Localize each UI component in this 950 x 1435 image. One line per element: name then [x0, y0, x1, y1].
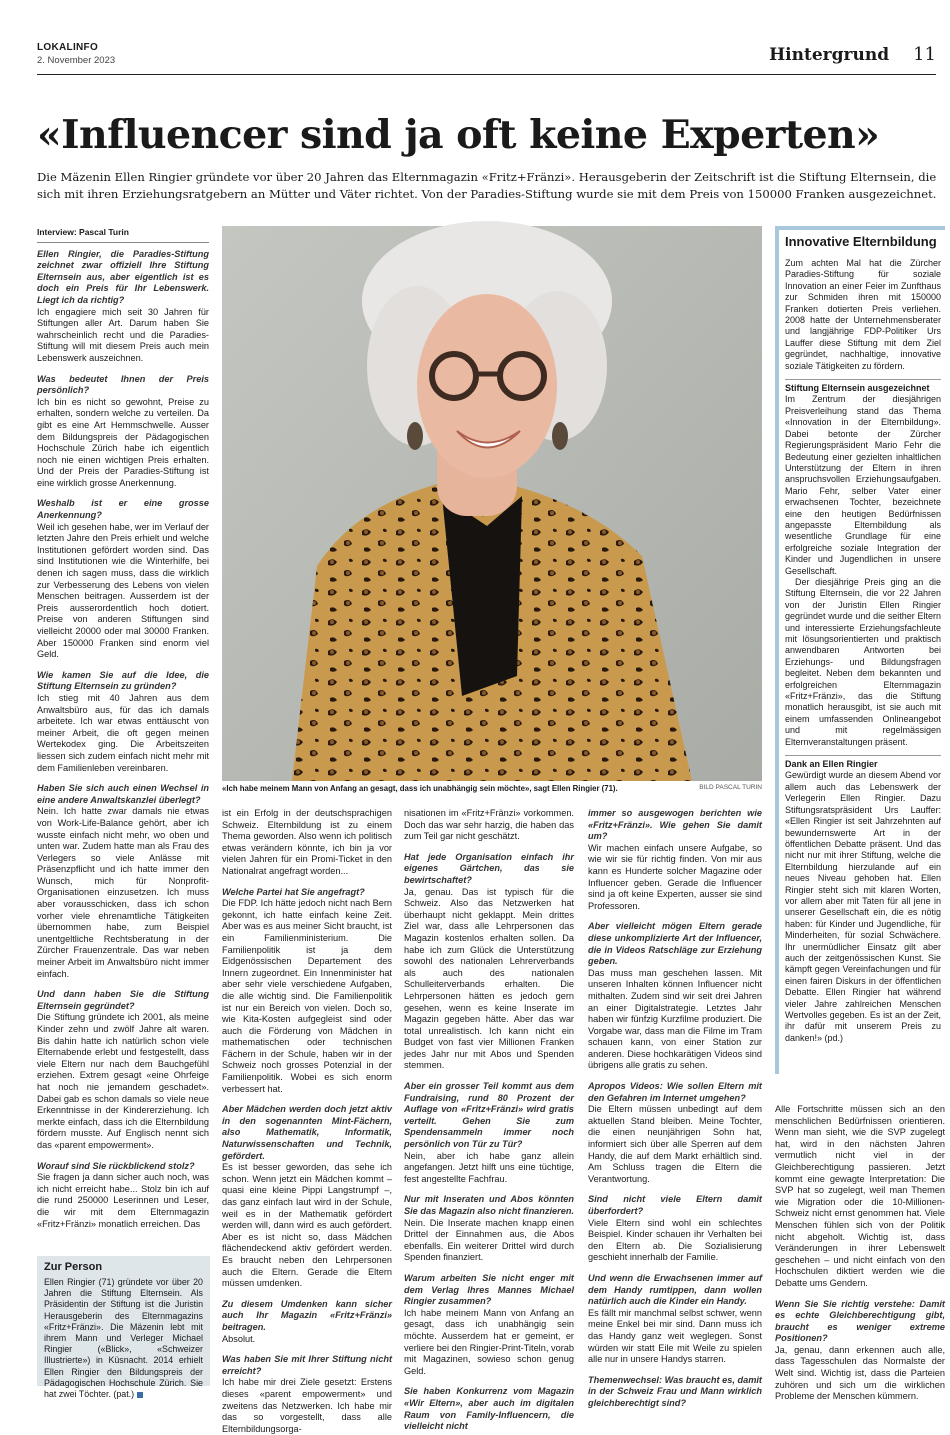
interview-answer: Nein, aber ich habe ganz allein angefangen. Jetzt hilft uns eine tüchtige, fest angestellte Fachfrau.	[404, 1150, 574, 1184]
person-box-body	[44, 1277, 203, 1400]
person-bio: Ellen Ringier (71) gründete vor über 20 Jahren die Stiftung Elternsein. Als Präsidentin der Stiftung ist die Juristin Herausgeberin des Elternmagazins «Fritz+Fränzi». Die Mäzenin lebt mit ihrem Mann und Verleger Michael Ringier («Blick», «Schweizer Illustrierte») in Küsnacht. 2014 erhielt Ellen Ringier den Bildungspreis der Pädagogischen Hochschule Zürich. Sie hat zwei Töchter. (pat.)	[44, 1277, 203, 1400]
header-rule	[37, 74, 936, 75]
text-column-1	[37, 227, 209, 1230]
interview-answer: Alle Fortschritte müssen sich an den menschlichen Bedürfnissen orientieren. Wenn man sieht, wie die SVP zugelegt hat, wird in den nächsten Jahren vermutlich nicht viel in der Gleichberechtigung passieren. Jetzt kommt eine gewagte Interpretation: Die SVP hat so zugelegt, weil man Themen wie Migration oder die 10-Millionen-Schweiz nicht ernst genommen hat. Viele Menschen fühlen sich von der Politik nicht abgeholt. Wichtig ist, dass Veränderungen in ihrer Lebenswelt geschehen – und nicht einfach von den Hochschulen diktiert werden wie die Debatte ums Gendern.	[775, 1104, 945, 1288]
interview-answer: Es ist besser geworden, das sehe ich schon. Wenn jetzt ein Mädchen kommt – quasi eine kleine Pippi Langstrumpf –, das ganz einfach laut wird in der Schule, weil es in der Mathematik gefördert werden will, dann wird es auch gefördert. Aber es ist nicht so, dass Mädchen flächendeckend aktiv gefördert werden. Es braucht neben den Lehrpersonen auch die Eltern. Gerade die Eltern müssen umdenken.	[222, 1162, 392, 1289]
interview-answer: ist ein Erfolg in der deutschsprachigen Schweiz. Elternbildung ist zu einem Thema geworden. Also wenn ich politisch etwas verändern könnte, ich bin ja vor vielen Jahren für ein Promi-Ticket in den Nationalrat angefragt worden...	[222, 808, 392, 876]
interview-question: Sie haben Konkurrenz vom Magazin «Wir Eltern», aber auch im digitalen Raum von Family-Influencern, die vielleicht nicht	[404, 1386, 574, 1432]
photo-credit: BILD PASCAL TURIN	[699, 784, 762, 791]
interview-answer: Viele Eltern sind wohl ein schlechtes Beispiel. Kinder schauen ihr Verhalten bei den Eltern ab. Die Sozialisierung geschieht innerhalb der Familie.	[588, 1217, 762, 1263]
interview-question: Wenn Sie Sie richtig verstehe: Damit es echte Gleichberechtigung gibt, braucht es weniger extreme Positionen?	[775, 1298, 945, 1344]
text-column-3	[404, 808, 574, 1433]
interview-credit: Interview: Pascal Turin	[37, 227, 209, 243]
text-column-5	[775, 1104, 945, 1403]
text-column-2	[222, 808, 392, 1435]
article-headline: «Influencer sind ja oft keine Experten»	[37, 112, 880, 158]
interview-answer: Es fällt mir manchmal selbst schwer, wenn meine Enkel bei mir sind. Dann muss ich das Handy ganz weit weglegen. Sonst würden wir statt Eile mit Weile zu spielen alle nur in unsere Handys starren.	[588, 1307, 762, 1365]
interview-question: Was bedeutet Ihnen der Preis persönlich?	[37, 373, 209, 396]
interview-question: Apropos Videos: Wie sollen Eltern mit den Gefahren im Internet umgehen?	[588, 1081, 762, 1103]
portrait-photo	[222, 226, 762, 781]
interview-question: Was haben Sie mit Ihrer Stiftung nicht erreicht?	[222, 1354, 392, 1376]
interview-answer: nisationen im «Fritz+Fränzi» vorkommen. Doch das war sehr harzig, die haben das zum Teil gar nicht geschätzt.	[404, 808, 574, 842]
interview-answer: Nein. Ich hatte zwar damals nie etwas von Work-Life-Balance gehört, aber ich wusste einfach nicht mehr, wo oben und unten war. Zudem hatte man als Frau des Verlegers so viele Anlässe mit Präsenzpflicht und ich hatte immer den Wunsch, mich für Nonprofit-Organisationen einzusetzen. Ich muss aber vorausschicken, dass ich schon vorher viele ehrenamtliche Tätigkeiten übernommen habe, zum Beispiel unentgeltliche Rechtsberatung in der Zürcher Frauenzentrale. Das war neben meiner Arbeit im Anwaltsbüro nicht immer einfach.	[37, 806, 209, 979]
interview-answer: Die Stiftung gründete ich 2001, als meine Kinder zehn und zwölf Jahre alt waren. Bis dahin hatte ich natürlich schon viele Elternabende erlebt und festgestellt, dass viele Eltern nur nach dem Bauchgefühl erziehen. Extrem gesagt «eine Ohrfeige hat noch nie jemandem geschadet». Dabei gab es schon damals so viele neue Erkenntnisse in der Kindererziehung. Ich merkte einfach, dass ich die Elternbildung fördern musste. Auf Englisch nennt sich das «parent empowerment».	[37, 1012, 209, 1150]
interview-answer: Nein. Die Inserate machen knapp einen Drittel der Einnahmen aus, die Abos ebenfalls. Ein weiterer Drittel wird durch Spenden finanziert.	[404, 1217, 574, 1263]
interview-answer: Ich habe mir drei Ziele gesetzt: Erstens dieses «parent empowerment» und zweitens das Netzwerken. Ich habe mir das so vorgestellt, dass alle Elternbildungsorga-	[222, 1377, 392, 1434]
interview-answer: Die Eltern müssen unbedingt auf dem aktuellen Stand bleiben. Meine Tochter, die einen neunjährigen Sohn hat, informiert sich über alle Sperren auf dem Handy, die auf dem Markt erhältlich sind. Am Schluss tragen die Eltern die Verantwortung.	[588, 1104, 762, 1184]
masthead	[37, 42, 115, 66]
info-box	[775, 226, 945, 1074]
interview-question: Worauf sind Sie rückblickend stolz?	[37, 1160, 195, 1171]
interview-question: Wie kamen Sie auf die Idee, die Stiftung Elternsein zu gründen?	[37, 669, 209, 692]
portrait-illustration	[222, 226, 762, 781]
interview-question: Haben Sie sich auch einen Wechsel in eine andere Anwaltskanzlei überlegt?	[37, 783, 209, 805]
end-mark-icon	[137, 1392, 143, 1398]
interview-question: Sind nicht viele Eltern damit überfordert?	[588, 1194, 762, 1216]
info-box-body	[785, 258, 941, 1044]
interview-question: Hat jede Organisation einfach ihr eigenes Gärtchen, das sie bewirtschaftet?	[404, 851, 574, 885]
text-column-4	[588, 808, 762, 1410]
interview-question: Warum arbeiten Sie nicht enger mit dem Verlag Ihres Mannes Michael Ringier zusammen?	[404, 1272, 574, 1307]
interview-answer: Wir machen einfach unsere Aufgabe, so wie wir sie für richtig finden. Von mir aus kann es Hunderte solcher Magazine oder Influencer geben. Gerade die Influencer sind ja oft keine Experten, ausser sie sind Professoren.	[588, 842, 762, 911]
interview-answer: Ja, genau. Das ist typisch für die Schweiz. Also das Netzwerken hat überhaupt nicht geklappt. Mein drittes Ziel war, dass alle Lehrpersonen das Magazin kostenlos erhalten sollen. Da habe ich zum Glück die Unterstützung sowohl des nationalen Lehrerverbands als auch des nationalen Schulleiterverbands erhalten. Die Lehrpersonen hätten es jedoch gern gesehen, wenn es keine Inserate im Magazin gegeben hätte. Aber das war total unrealistisch. Ich kann nicht ein Budget von fast vier Millionen Franken jedes Jahr nur mit Abos und Spenden stemmen.	[404, 886, 574, 1071]
info-paragraph: Der diesjährige Preis ging an die Stiftung Elternsein, die vor 22 Jahren von der Juristin Ellen Ringier gegründet wurde und die seither Eltern und interessierte Erziehungsfachleute mit lösungsorientierten und praktisch anwendbaren Antworten bei Erziehungs- und Bildungsfragen begleitet. Neben dem bekannten und erfolgreichen Elternmagazin «Fritz+Fränzi», das die Stiftung monatlich herausgibt, ist sie auch mit einem umfassenden Onlineangebot und mit regelmässigen Elternveranstaltungen präsent.	[785, 576, 941, 747]
interview-question: Und wenn die Erwachsenen immer auf dem Handy rumtippen, dann wollen natürlich auch die Kinder ein Handy.	[588, 1272, 762, 1307]
info-subheading: Stiftung Elternsein ausgezeichnet	[785, 379, 941, 394]
info-subheading: Dank an Ellen Ringier	[785, 755, 941, 770]
page-number: 11	[913, 44, 936, 65]
info-paragraph: Gewürdigt wurde an diesem Abend vor allem auch das Lebenswerk der Verlegerin Ellen Ringier. Dazu Stiftungsratspräsident Urs Lauffer: «Ellen Ringier ist seit Jahrzehnten auf bewundernswerte Art in der öffentlichen Debatte präsent. Und das nicht nur mit ihrer Stiftung, welche die Elternbildung hierzulande auf ein neues Niveau gehoben hat. Ellen Ringier steht sich mit klaren Worten, vor allem aber mit Taten für all jene in unserer Gesellschaft ein, die es nötig haben: für Kinder und Jugendliche, für Minderheiten, für sozial Schwächere. Ihr unermüdlicher Einsatz gilt aber auch der zeitgenössischen Kunst. Sie kämpft gegen Vereinfachungen und für einen fairen Diskurs in der öffentlichen Debatte. Ellen Ringier hat während vieler Jahre zahlreichen Menschen Wertvolles gegeben. Es ist an der Zeit, ihr dafür mit unserem Preis zu danken!» (pd.)	[785, 770, 941, 1043]
interview-question: immer so ausgewogen berichten wie «Fritz+Fränzi». Wie gehen Sie damit um?	[588, 808, 762, 842]
interview-question: Nur mit Inseraten und Abos könnten Sie das Magazin also nicht finanzieren.	[404, 1194, 575, 1216]
interview-question: Aber vielleicht mögen Eltern gerade diese unkomplizierte Art der Influencer, die in Videos Ratschläge zur Erziehung geben.	[588, 921, 762, 967]
interview-question: Weshalb ist er eine grosse Anerkennung?	[37, 498, 209, 521]
rubric-label: Hintergrund	[769, 45, 890, 65]
interview-answer: Weil ich gesehen habe, wer im Verlauf der letzten Jahre den Preis erhielt und welche Institutionen gefördert worden sind. Das sind Institutionen wie die Winterhilfe, bei denen ich sagen muss, dass die wirklich zur Verbesserung des Lebens von vielen Menschen beitragen. Ausserdem ist der Preis ausserordentlich hoch dotiert. Preise von anderen Stiftungen sind vielleicht 20000 oder mal 30000 Franken. Aber 150000 Franken sind enorm viel Geld.	[37, 521, 209, 660]
page-header-right	[769, 44, 936, 65]
interview-answer: Ich bin es nicht so gewohnt, Preise zu erhalten, sondern welche zu verteilen. Da gibt es eine Art Hemmschwelle. Ausser dem Bildungspreis der Pädagogischen Hochschule Zürich habe ich eigentlich noch nie einen wichtigen Preis erhalten. Und der Preis der Paradies-Stiftung ist eine wirklich grosse Anerkennung.	[37, 396, 209, 488]
interview-answer: Sie fragen ja dann sicher auch noch, was ich nicht erreicht habe... Stolz bin ich auf die rund 250000 Leserinnen und Leser, die wir mit dem Elternmagazin «Fritz+Fränzi» monatlich erreichen. Das	[37, 1172, 209, 1229]
interview-question: Zu diesem Umdenken kann sicher auch Ihr Magazin «Fritz+Fränzi» beitragen.	[222, 1298, 392, 1332]
info-box-title: Innovative Elternbildung	[785, 234, 937, 249]
interview-answer: Die FDP. Ich hätte jedoch nicht nach Bern gekonnt, ich hatte einfach keine Zeit. Aber was es aus meiner Sicht braucht, ist ein Familienministerium. Die Familienpolitik ist ja dem Eidgenössischen Departement des Innern zugeordnet. Ein Innenminister hat aber sehr viele verschiedene Aufgaben, die alle wichtig sind. Die Familienpolitik ist nur ein Bereich von vielen. Doch so, wie Kita-Kosten aufgegleist sind oder auch die Förderung von Mädchen in mathematischen oder technischen Fächern in der Schule, haben wir in der Schweiz noch grosses Potenzial in der Familienpolitik. Wobei es sich enorm verbessert hat.	[222, 898, 392, 1094]
issue-date: 2. November 2023	[37, 55, 116, 66]
interview-question: Und dann haben Sie die Stiftung Elternsein gegründet?	[37, 989, 209, 1011]
interview-answer: Ja, genau, dann erkennen auch alle, dass Tagesschulen das Normalste der Welt sind. Wichtig ist, dass die Parteien zuhören und sich um die wirklichen Probleme der Menschen kümmern.	[775, 1344, 945, 1402]
interview-question: Themenwechsel: Was braucht es, damit in der Schweiz Frau und Mann wirklich gleichberechtigt sind?	[588, 1374, 762, 1408]
interview-answer: Ich stieg mit 40 Jahren aus dem Anwaltsbüro aus, für das ich damals arbeitete. Ich war etwas enttäuscht von meiner Arbeit, die oft gegen meinen Wertekodex ging. Die Arbeitszeiten liessen sich zudem einfach nicht mehr mit dem Familienleben vereinbaren.	[37, 692, 209, 773]
interview-answer: Ich engagiere mich seit 30 Jahren für Stiftungen aller Art. Darum haben Sie wahrscheinlich recht und die Paradies-Stiftung will mit diesem Preis auch mein Lebenswerk auszeichnen.	[37, 306, 209, 363]
interview-answer: Ich habe meinem Mann von Anfang an gesagt, dass ich unabhängig sein möchte. Ausserdem hat er gemeint, er verliere bei den Ringier-Print-Titeln, vorab mit Magazinen, sowieso schon genug Geld.	[404, 1307, 574, 1376]
interview-question: Aber Mädchen werden doch jetzt aktiv in den sogenannten Mint-Fächern, also Mathematik, Informatik, Naturwissenschaften und Technik, gefördert.	[222, 1104, 392, 1161]
person-box-title: Zur Person	[44, 1261, 103, 1273]
info-paragraph: Im Zentrum der diesjährigen Preisverleihung stand das Thema «Innovation in der Elternbildung». Dabei betonte der Zürcher Regierungspräsident Mario Fehr die Bedeutung einer gezielten inhaltlichen Unterstützung der Eltern in ihren anspruchsvollen Erziehungsaufgaben. Mario Fehr, selber Vater einer erwachsenen Tochter, bezeichnete eine den heutigen Bedürfnissen angepasste Elternbildung als wesentliche Grundlage für eine erfolgreiche soziale Integration der Kinder und Jugendlichen in unsere Gesellschaft.	[785, 394, 941, 576]
interview-answer: Absolut.	[222, 1333, 256, 1344]
interview-question: Welche Partei hat Sie angefragt?	[222, 886, 365, 897]
person-box	[37, 1256, 210, 1400]
info-paragraph: Zum achten Mal hat die Zürcher Paradies-Stiftung für soziale Innovation an einer Feier im Zunfthaus zur Schmiden ihren mit 150000 Franken dotierten Preis verliehen. 2008 hatte der Unternehmensberater und langjährige FDP-Politiker Urs Lauffer diese Stiftung mit dem Ziel gegründet, nachhaltige, innovative soziale Tätigkeiten zu fördern.	[785, 258, 941, 371]
interview-question: Ellen Ringier, die Paradies-Stiftung zeichnet zwar offiziell Ihre Stiftung Elternsein aus, aber eigentlich ist es doch ein Preis für Ihr Lebenswerk. Liegt ich da richtig?	[37, 248, 209, 305]
article-lead: Die Mäzenin Ellen Ringier gründete vor über 20 Jahren das Elternmagazin «Fritz+Fränzi». Herausgeberin der Zeitschrift ist die Stiftung Elternsein, die sich mit ihren Erziehungsratgebern an Mütter und Väter richtet. Von der Paradies-Stiftung wurde sie mit dem Preis von 150000 Franken ausgezeichnet.	[37, 170, 937, 201]
photo-caption	[222, 784, 762, 793]
section-label: LOKALINFO	[37, 42, 99, 53]
interview-question: Aber ein grosser Teil kommt aus dem Fundraising, rund 80 Prozent der Auflage von «Fritz+Fränzi» wird gratis verteilt. Gehen Sie zum Spendensammeln immer noch persönlich von Tür zu Tür?	[404, 1081, 574, 1150]
caption-text: «Ich habe meinem Mann von Anfang an gesagt, dass ich unabhängig sein möchte», sagt Ellen Ringier (71).	[222, 784, 618, 793]
interview-answer: Das muss man geschehen lassen. Mit unseren Inhalten können Influencer nicht mithalten. Zudem sind wir seit drei Jahren an einer Digitalstrategie. Letztes Jahr haben wir fünfzig Kurzfilme produziert. Die Vorgabe war, dass man die Filme im Tram schauen kann, von einer Station zur anderen. Diese hochkarätigen Videos sind übrigens alle gratis zu sehen.	[588, 967, 762, 1071]
